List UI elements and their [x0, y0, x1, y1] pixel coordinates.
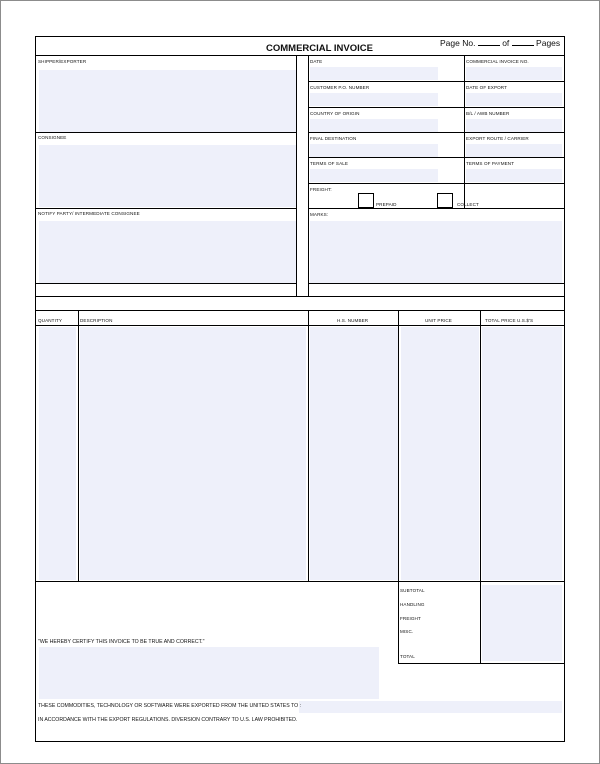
regulations-text: IN ACCORDANCE WITH THE EXPORT REGULATIONS. DIVERSION CONTRARY TO U.S. LAW PROHIBITED.	[38, 717, 298, 723]
po-number-field[interactable]	[310, 93, 438, 106]
total-price-column-field[interactable]	[482, 327, 562, 580]
marks-label: MARKS:	[310, 212, 329, 217]
date-label: DATE	[310, 59, 323, 64]
page-no-field[interactable]	[478, 38, 500, 46]
handling-label: HANDLING	[400, 602, 425, 607]
shipper-field[interactable]	[39, 70, 296, 132]
totals-values-field[interactable]	[482, 585, 562, 661]
form-title: COMMERCIAL INVOICE	[266, 43, 373, 54]
misc-label: MISC.	[400, 629, 414, 634]
destination-country-field[interactable]	[299, 701, 562, 713]
consignee-field[interactable]	[39, 145, 296, 207]
terms-payment-field[interactable]	[466, 169, 562, 182]
certification-text: "WE HEREBY CERTIFY THIS INVOICE TO BE TRUE AND CORRECT."	[38, 639, 205, 645]
shipper-label: SHIPPER/EXPORTER	[38, 59, 87, 64]
notify-label: NOTIFY PARTY/ INTERMEDIATE CONSIGNEE	[38, 211, 140, 216]
hs-number-column-field[interactable]	[310, 327, 398, 580]
certification-field[interactable]	[39, 647, 379, 699]
terms-sale-field[interactable]	[310, 169, 438, 182]
origin-label: COUNTRY OF ORIGIN	[310, 111, 360, 116]
unit-price-column-field[interactable]	[401, 327, 479, 580]
invoice-no-field[interactable]	[466, 67, 562, 80]
marks-field[interactable]	[310, 221, 562, 283]
collect-checkbox[interactable]	[437, 193, 453, 208]
route-label: EXPORT ROUTE / CARRIER	[466, 136, 529, 141]
page-no-label: Page No.	[440, 38, 476, 48]
prepaid-checkbox[interactable]	[358, 193, 374, 208]
prepaid-label: PREPAID	[376, 202, 397, 207]
terms-sale-label: TERMS OF SALE	[310, 161, 349, 166]
page-count	[440, 38, 560, 48]
destination-field[interactable]	[310, 144, 438, 157]
invoice-no-label: COMMERCIAL INVOICE NO.	[466, 59, 529, 64]
consignee-label: CONSIGNEE	[38, 135, 67, 140]
bl-awb-label: B/L / AWB NUMBER	[466, 111, 510, 116]
freight-total-label: FREIGHT	[400, 616, 421, 621]
terms-payment-label: TERMS OF PAYMENT	[466, 161, 515, 166]
freight-label: FREIGHT:	[310, 187, 332, 192]
quantity-header: QUANTITY	[38, 318, 63, 323]
origin-field[interactable]	[310, 119, 438, 132]
total-pages-field[interactable]	[512, 38, 534, 46]
notify-party-field[interactable]	[39, 221, 296, 283]
export-date-label: DATE OF EXPORT	[466, 85, 508, 90]
description-header: DESCRIPTION	[80, 318, 113, 323]
date-field[interactable]	[310, 67, 438, 80]
of-label: of	[502, 38, 510, 48]
commercial-invoice-form	[35, 36, 565, 742]
total-label: TOTAL	[400, 654, 415, 659]
hs-number-header: H.S. NUMBER	[337, 318, 369, 323]
commodities-text: THESE COMMODITIES, TECHNOLOGY OR SOFTWARE WERE EXPORTED FROM THE UNITED STATES TO :	[38, 703, 302, 709]
destination-label: FINAL DESTINATION	[310, 136, 357, 141]
route-field[interactable]	[466, 144, 562, 157]
pages-label: Pages	[536, 38, 561, 48]
quantity-column-field[interactable]	[39, 327, 76, 580]
description-column-field[interactable]	[80, 327, 306, 580]
collect-label: COLLECT	[457, 202, 479, 207]
po-number-label: CUSTOMER P.O. NUMBER	[310, 85, 370, 90]
unit-price-header: UNIT PRICE	[425, 318, 452, 323]
export-date-field[interactable]	[466, 93, 562, 106]
total-price-header: TOTAL PRICE U.S.$'S	[485, 318, 534, 323]
subtotal-label: SUBTOTAL	[400, 588, 425, 593]
bl-awb-field[interactable]	[466, 119, 562, 132]
